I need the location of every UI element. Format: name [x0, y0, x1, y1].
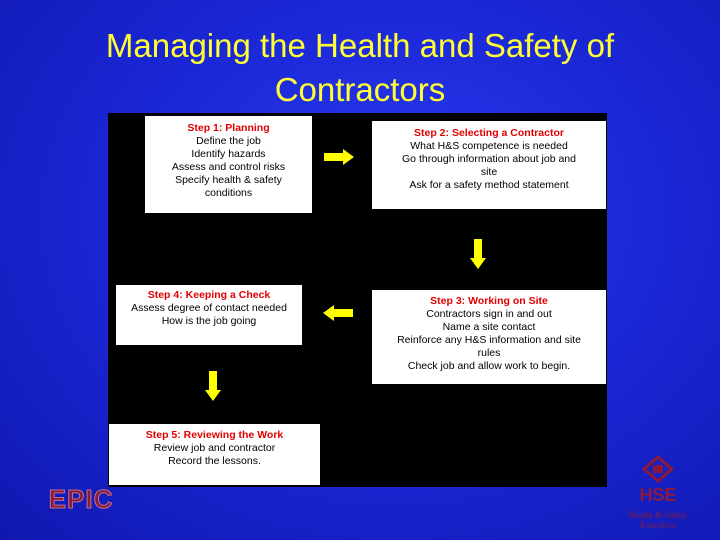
process-diagram: [108, 113, 607, 487]
step-4-heading: Step 4: Keeping a Check: [147, 289, 271, 301]
step-4-line: How is the job going: [161, 315, 257, 327]
step-1-box: [145, 116, 312, 213]
step-2-line: What H&S competence is needed: [410, 140, 568, 152]
hse-logo-text: HSE: [639, 485, 677, 505]
step-1-line: Specify health & safety: [175, 174, 282, 186]
step-3-line: Check job and allow work to begin.: [407, 360, 571, 372]
step-3-heading: Step 3: Working on Site: [430, 295, 548, 307]
step-1-line: Identify hazards: [191, 148, 266, 160]
step-2-line: Go through information about job and: [402, 153, 576, 165]
step-3-line: Reinforce any H&S information and site: [397, 334, 581, 346]
step-5-heading: Step 5: Reviewing the Work: [145, 429, 284, 441]
step-5-box: [109, 424, 320, 485]
step-3-box: [372, 290, 606, 384]
hse-emblem-icon: [626, 455, 690, 505]
step-1-line: Define the job: [196, 135, 261, 147]
arrow-down-icon: [205, 371, 221, 401]
epic-logo-text: EPIC: [48, 486, 114, 512]
step-2-heading: Step 2: Selecting a Contractor: [414, 127, 564, 139]
slide-title-line-2: Contractors: [274, 71, 446, 108]
step-3-line: Contractors sign in and out: [426, 308, 552, 320]
arrow-right-icon: [324, 149, 354, 165]
step-3-line: Name a site contact: [442, 321, 536, 333]
step-3-line: rules: [477, 347, 501, 359]
step-2-line: Ask for a safety method statement: [409, 179, 569, 191]
hse-subtitle-1: Health & Safety: [628, 510, 688, 520]
step-1-line: Assess and control risks: [171, 161, 286, 173]
hse-logo: [626, 455, 690, 530]
step-2-line: site: [480, 166, 498, 178]
arrow-left-icon: [323, 305, 353, 321]
step-5-line: Review job and contractor: [153, 442, 276, 454]
slide-title: [0, 24, 720, 112]
step-5-line: Record the lessons.: [168, 455, 261, 467]
step-1-heading: Step 1: Planning: [187, 122, 270, 134]
slide-title-line-1: Managing the Health and Safety of: [105, 27, 615, 64]
step-4-line: Assess degree of contact needed: [131, 302, 287, 314]
step-2-box: [372, 121, 606, 209]
step-1-line: conditions: [204, 187, 253, 199]
hse-subtitle-2: Executive: [640, 520, 676, 530]
step-4-box: [116, 285, 302, 345]
arrow-down-icon: [470, 239, 486, 269]
epic-logo: [30, 486, 132, 512]
